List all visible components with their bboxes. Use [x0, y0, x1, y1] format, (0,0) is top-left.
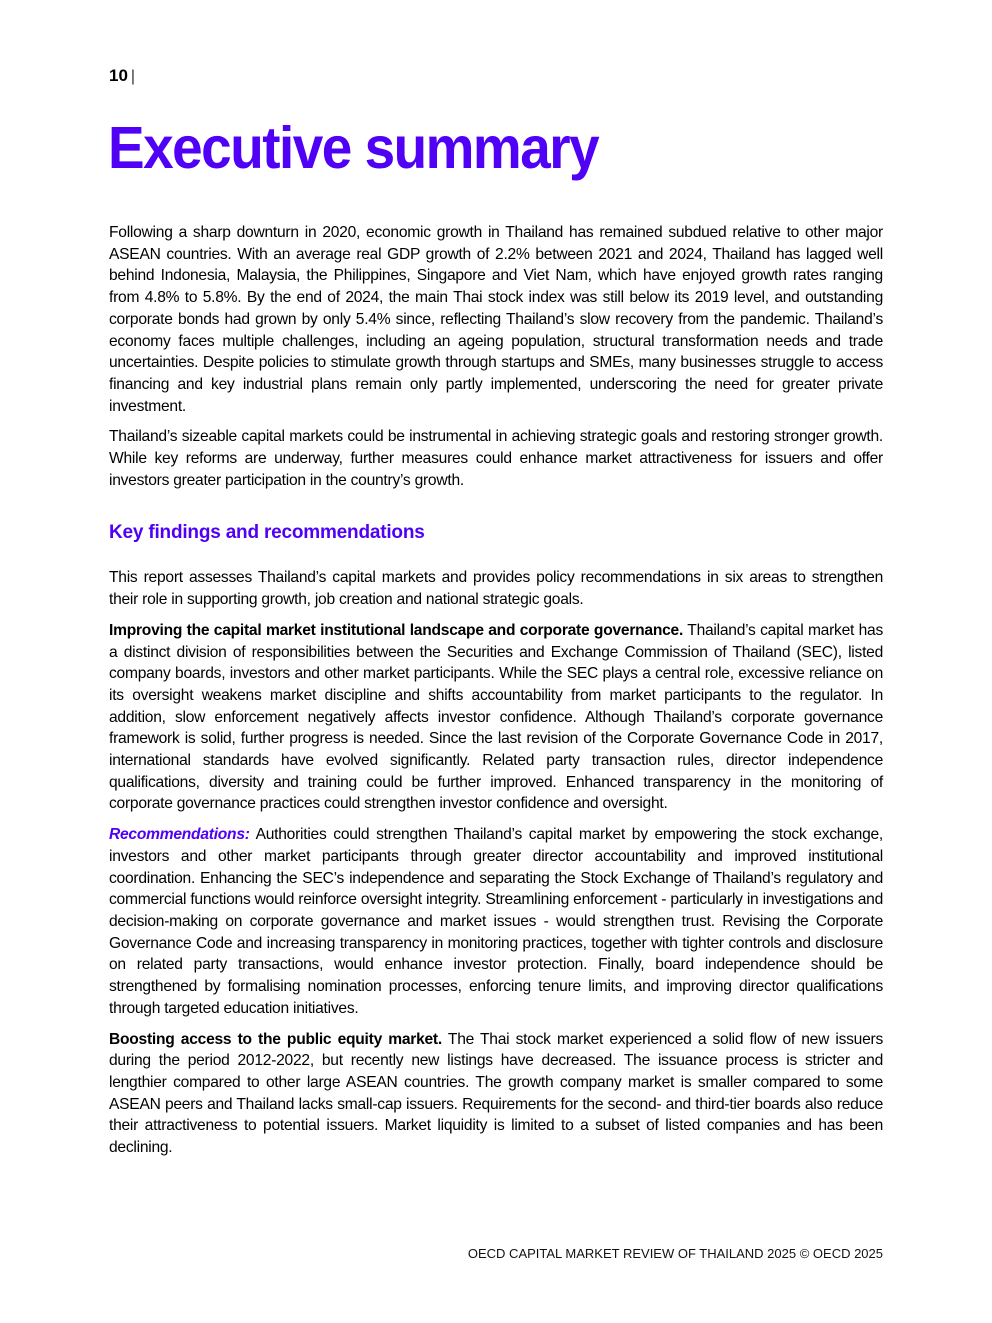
recommendations-paragraph	[109, 824, 883, 1019]
document-body	[109, 222, 883, 1168]
section-heading-key-findings: Key findings and recommendations	[109, 522, 425, 544]
key-findings-intro: This report assesses Thailand’s capital markets and provides policy recommendations in six areas to strengthen their role in supporting growth, job creation and national strategic goals.	[109, 569, 883, 609]
finding-institutional-governance	[109, 620, 883, 815]
recommendations-label: Recommendations:	[109, 826, 250, 844]
intro-paragraph-2: Thailand’s sizeable capital markets could be instrumental in achieving strategic goals and restoring stronger growth. While key reforms are underway, further measures could enhance market attractiveness for issuers and offer investors greater participation in the country’s growth.	[109, 428, 883, 489]
finding-lead: Improving the capital market institutional landscape and corporate governance.	[109, 621, 684, 639]
page-number-separator: |	[130, 68, 136, 85]
page-number-value: 10	[109, 66, 128, 85]
recommendations-body: Authorities could strengthen Thailand’s capital market by empowering the stock exchange, investors and other market participants through greater director accountability and improved institutional coordination. Enhancing the SEC’s independence and separating the Stock Exchange of Thailand’s regulatory and commercial functions would reinforce oversight integrity. Streamlining enforcement - particularly in investigations and decision-making on corporate governance and market issues - would strengthen trust. Revising the Corporate Governance Code and increasing transparency in monitoring practices, together with tighter controls and disclosure on related party transactions, would enhance investor protection. Finally, board independence should be strengthened by formalising nomination processes, enforcing tenure limits, and improving director qualifications through targeted education initiatives.	[109, 826, 883, 1017]
page-number	[109, 66, 135, 87]
finding-body: The Thai stock market experienced a solid flow of new issuers during the period 2012-2022, but recently new listings have decreased. The issuance process is stricter and lengthier compared to other large ASEAN countries. The growth company market is smaller compared to some ASEAN peers and Thailand lacks small-cap issuers. Requirements for the second- and third-tier boards also reduce their attractiveness to potential issuers. Market liquidity is limited to a subset of listed companies and has been declining.	[109, 1030, 883, 1157]
finding-body: Thailand’s capital market has a distinct division of responsibilities between the Securities and Exchange Commission of Thailand (SEC), listed company boards, investors and other market participants. While the SEC plays a central role, excessive reliance on its oversight weakens market discipline and shifts accountability from market participants to the regulator. In addition, slow enforcement negatively affects investor confidence. Although Thailand’s corporate governance framework is solid, further progress is needed. Since the last revision of the Corporate Governance Code in 2017, international standards have evolved significantly. Related party transaction rules, director independence qualifications, diversity and training could be further improved. Enhanced transparency in the monitoring of corporate governance practices could strengthen investor confidence and oversight.	[109, 621, 884, 813]
intro-paragraph-1: Following a sharp downturn in 2020, economic growth in Thailand has remained subdued relative to other major ASEAN countries. With an average real GDP growth of 2.2% between 2021 and 2024, Thailand has lagged well behind Indonesia, Malaysia, the Philippines, Singapore and Viet Nam, which have enjoyed growth rates ranging from 4.8% to 5.8%. By the end of 2024, the main Thai stock index was still below its 2019 level, and outstanding corporate bonds had grown by only 5.4% since, reflecting Thailand’s slow recovery from the pandemic. Thailand’s economy faces multiple challenges, including an ageing population, structural transformation needs and trade uncertainties. Despite policies to stimulate growth through startups and SMEs, many businesses struggle to access financing and key industrial plans remain only partly implemented, underscoring the need for greater private investment.	[109, 224, 883, 415]
page-footer: OECD CAPITAL MARKET REVIEW OF THAILAND 2025 © OECD 2025	[467, 1246, 883, 1261]
page-title: Executive summary	[108, 115, 599, 181]
finding-public-equity-access	[109, 1029, 883, 1159]
finding-lead: Boosting access to the public equity market.	[109, 1030, 442, 1048]
